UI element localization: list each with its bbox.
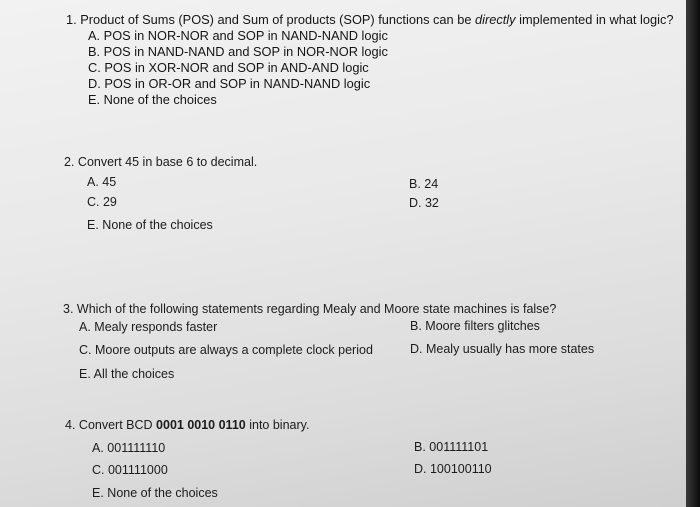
choice-letter: B. <box>410 319 422 333</box>
choice-text: 001111110 <box>107 441 166 455</box>
question-3-number: 3. <box>63 302 74 316</box>
choice-text: POS in OR-OR and SOP in NAND-NAND logic <box>104 76 371 91</box>
choice-text: None of the choices <box>103 92 217 107</box>
question-3-choice-e[interactable] <box>79 367 174 382</box>
choice-text: POS in NAND-NAND and SOP in NOR-NOR logic <box>103 44 388 59</box>
choice-text: None of the choices <box>102 218 213 232</box>
choice-letter: D. <box>88 76 101 91</box>
question-3-text: Which of the following statements regarding Mealy and Moore state machines is false? <box>76 302 557 316</box>
choice-text: 100100110 <box>429 462 492 476</box>
choice-letter: A. <box>87 175 99 189</box>
question-1-choice-e[interactable] <box>88 92 217 107</box>
choice-letter: E. <box>88 92 101 107</box>
choice-text: None of the choices <box>107 486 218 500</box>
question-1-text-end: implemented in what logic? <box>519 12 674 27</box>
choice-text: 45 <box>102 175 117 189</box>
question-3-choice-d[interactable] <box>410 342 594 357</box>
choice-letter: B. <box>88 44 101 59</box>
question-4-choice-d[interactable] <box>414 462 492 477</box>
choice-letter: A. <box>92 441 104 455</box>
choice-letter: C. <box>79 343 92 357</box>
question-1-text: Product of Sums (POS) and Sum of products (SOP) functions can be <box>80 12 472 27</box>
question-2-choice-d[interactable] <box>409 196 439 211</box>
question-1-stem <box>66 12 673 27</box>
choice-letter: A. <box>88 28 101 43</box>
question-1-choice-b[interactable] <box>88 44 388 59</box>
choice-letter: E. <box>87 218 99 232</box>
question-2-choice-c[interactable] <box>87 195 117 210</box>
question-4-choice-b[interactable] <box>414 440 488 455</box>
choice-letter: A. <box>79 320 91 334</box>
question-4-stem <box>65 418 309 433</box>
question-3-stem <box>63 302 556 317</box>
screen-bezel <box>686 0 700 507</box>
choice-text: POS in XOR-NOR and SOP in AND-AND logic <box>104 60 369 75</box>
question-4-text-end: into binary. <box>249 418 310 432</box>
question-1-choice-a[interactable] <box>88 28 388 43</box>
choice-letter: E. <box>79 367 91 381</box>
question-4-choice-c[interactable] <box>92 463 168 478</box>
choice-text: 001111101 <box>429 440 489 454</box>
question-4-number: 4. <box>65 418 76 432</box>
question-4-choice-e[interactable] <box>92 486 218 501</box>
question-2-number: 2. <box>64 155 75 169</box>
question-2-choice-b[interactable] <box>409 177 438 192</box>
question-4-choice-a[interactable] <box>92 441 165 456</box>
choice-text: 32 <box>424 196 439 210</box>
question-4-text: Convert BCD <box>78 418 153 432</box>
choice-letter: C. <box>88 60 101 75</box>
choice-letter: D. <box>410 342 423 356</box>
choice-text: Moore outputs are always a complete clock period <box>94 343 373 357</box>
choice-letter: C. <box>87 195 100 209</box>
choice-letter: E. <box>92 486 104 500</box>
choice-letter: D. <box>409 196 422 210</box>
question-1-choice-d[interactable] <box>88 76 370 91</box>
question-2-choice-a[interactable] <box>87 175 116 190</box>
question-3-choice-a[interactable] <box>79 320 217 335</box>
choice-text: POS in NOR-NOR and SOP in NAND-NAND logic <box>103 28 388 43</box>
question-2-stem <box>64 155 257 170</box>
choice-letter: D. <box>414 462 427 476</box>
choice-text: Mealy responds faster <box>94 320 218 334</box>
choice-letter: B. <box>409 177 421 191</box>
choice-text: All the choices <box>93 367 175 381</box>
choice-text: Moore filters glitches <box>425 319 540 333</box>
choice-letter: C. <box>92 463 105 477</box>
choice-text: 001111000 <box>107 463 168 477</box>
question-3-choice-c[interactable] <box>79 343 373 358</box>
question-1-choice-c[interactable] <box>88 60 369 75</box>
question-4-bcd-value: 0001 0010 0110 <box>156 418 246 432</box>
choice-text: 24 <box>424 177 439 191</box>
choice-letter: B. <box>414 440 426 454</box>
question-1-number: 1. <box>66 12 77 27</box>
question-2-text: Convert 45 in base 6 to decimal. <box>77 155 258 169</box>
question-2-choice-e[interactable] <box>87 218 213 233</box>
choice-text: Mealy usually has more states <box>425 342 595 356</box>
question-1-emphasis: directly <box>475 12 516 27</box>
choice-text: 29 <box>102 195 117 209</box>
question-3-choice-b[interactable] <box>410 319 540 334</box>
